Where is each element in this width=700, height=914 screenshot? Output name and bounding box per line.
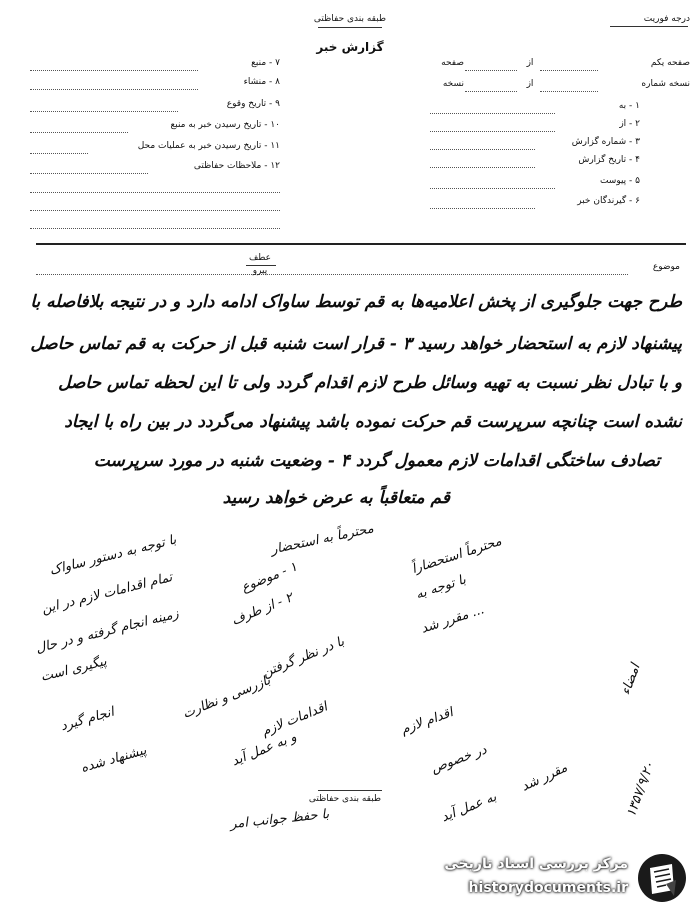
classification-bottom: طبقه بندی حفاظتی bbox=[308, 794, 382, 804]
left-item-12: ۱۲ - ملاحظات حفاظتی bbox=[193, 161, 280, 171]
note-middle-4: بازرسی و نظارت bbox=[180, 673, 273, 722]
body-line-5: تصادف ساختگی اقدامات لازم معمول گردد ۴ - وضعیت شنبه در مورد سرپرست bbox=[93, 451, 660, 471]
note-lower-5: مقرر شد bbox=[519, 760, 570, 795]
note-lower-4: در خصوص bbox=[429, 742, 489, 777]
note-lower-2: پیشنهاد شده bbox=[79, 742, 149, 777]
subject-label: موضوع bbox=[652, 262, 680, 272]
right-item-5-dots bbox=[430, 188, 555, 189]
body-line-3: و با تبادل نظر نسبت به تهیه وسائل طرح لازم اقدام گردد ولی تا این لحظه تماس حاصل bbox=[58, 373, 682, 393]
left-extra-dots-2 bbox=[30, 210, 280, 211]
left-item-7-dots bbox=[30, 70, 198, 71]
note-middle-6: و به عمل آید bbox=[229, 729, 299, 770]
left-item-9-dots bbox=[30, 111, 178, 112]
watermark-name: مرکز بررسی اسناد تاریخی bbox=[444, 856, 628, 872]
copy-row-dots-2 bbox=[465, 91, 517, 92]
subject-dots bbox=[36, 274, 628, 275]
form-title: گزارش خبر bbox=[316, 40, 384, 54]
note-middle-3: با در نظر گرفتن bbox=[260, 634, 347, 681]
page-row-unit: صفحه bbox=[441, 58, 464, 68]
body-line-4: نشده است چنانچه سرپرست قم حرکت نموده باشد پیشنهاد می‌گردد در بین راه با ایجاد bbox=[64, 412, 682, 432]
copy-row-dots bbox=[540, 91, 598, 92]
note-center-top: محترماً به استحضار bbox=[269, 521, 375, 558]
page-row-from: از bbox=[526, 58, 534, 68]
copy-row-unit: نسخه bbox=[442, 79, 464, 89]
page-row-label: صفحه یکم bbox=[650, 58, 690, 68]
note-middle-5: اقدامات لازم bbox=[259, 699, 330, 740]
section-rule bbox=[36, 243, 686, 245]
note-left-4: پیگیری است bbox=[39, 654, 109, 685]
left-extra-dots-3 bbox=[30, 228, 280, 229]
note-left-1: با توجه به دستور ساواک bbox=[48, 532, 178, 579]
left-extra-dots-1 bbox=[30, 192, 280, 193]
right-item-5: ۵ - پیوست bbox=[599, 176, 640, 186]
right-item-6-dots bbox=[430, 208, 535, 209]
left-item-11-dots bbox=[30, 153, 88, 154]
right-item-2: ۲ - از bbox=[619, 119, 640, 129]
signature-right-1: امضاء bbox=[618, 661, 644, 698]
document-archive-icon bbox=[636, 852, 688, 904]
copy-row-label: نسخه شماره bbox=[641, 79, 690, 89]
watermark-url: historydocuments.ir bbox=[468, 880, 628, 896]
note-lower-6: به عمل آید bbox=[439, 789, 499, 826]
priority-label: درجه فوریت bbox=[643, 14, 690, 24]
right-item-4: ۴ - تاریخ گزارش bbox=[578, 155, 640, 165]
classification-underline bbox=[318, 27, 382, 28]
watermark-logo bbox=[398, 850, 688, 908]
note-right-top-1: محترماً استحضاراً bbox=[409, 533, 504, 578]
reference-top: عطف bbox=[248, 253, 272, 263]
note-middle-2: ۲ - از طرف bbox=[229, 590, 296, 629]
classification-top: طبقه بندی حفاظتی bbox=[313, 14, 387, 24]
right-item-3-dots bbox=[430, 149, 535, 150]
note-left-2: تمام اقدامات لازم در این bbox=[40, 570, 174, 617]
right-item-1: ۱ - به bbox=[618, 101, 640, 111]
note-bottom-1: با حفظ جوانب امر bbox=[229, 806, 330, 833]
left-item-10: ۱۰ - تاریخ رسیدن خبر به منبع bbox=[170, 120, 280, 130]
left-item-7: ۷ - منبع bbox=[251, 58, 280, 68]
left-item-8: ۸ - منشاء bbox=[243, 77, 280, 87]
note-lower-3: اقدام لازم bbox=[399, 705, 456, 738]
note-right-top-2: با توجه به bbox=[413, 572, 468, 603]
body-line-1: طرح جهت جلوگیری از پخش اعلامیه‌ها به قم توسط ساواک ادامه دارد و در نتیجه بلافاصله با bbox=[30, 292, 682, 312]
right-item-1-dots bbox=[430, 113, 555, 114]
note-middle-1: ۱ - موضوع bbox=[239, 559, 300, 596]
left-item-8-dots bbox=[30, 89, 198, 90]
left-item-10-dots bbox=[30, 132, 128, 133]
right-item-2-dots bbox=[430, 131, 555, 132]
body-line-6: قم متعاقباً به عرض خواهد رسید bbox=[222, 488, 450, 508]
signature-right-2: ۱۳۵۷/۹/۲۰ bbox=[623, 759, 658, 820]
classification-bottom-overline bbox=[318, 790, 382, 791]
right-item-6: ۶ - گیرندگان خبر bbox=[577, 196, 640, 206]
right-item-4-dots bbox=[430, 167, 535, 168]
note-right-top-3: ... مقرر شد bbox=[419, 602, 487, 637]
right-item-3: ۳ - شماره گزارش bbox=[571, 137, 640, 147]
left-item-11: ۱۱ - تاریخ رسیدن خبر به عملیات محل bbox=[137, 141, 280, 151]
copy-row-from: از bbox=[526, 79, 534, 89]
priority-underline bbox=[610, 26, 688, 27]
page-row-dots bbox=[540, 70, 598, 71]
reference-bottom: پیرو bbox=[252, 266, 268, 276]
body-line-2: پیشنهاد لازم به استحضار خواهد رسید ۳ - قرار است شنبه قبل از حرکت به قم تماس حاصل bbox=[30, 334, 682, 354]
note-left-3: زمینه انجام گرفته و در حال bbox=[34, 606, 181, 657]
left-item-12-dots bbox=[30, 173, 148, 174]
note-lower-1: انجام گیرد bbox=[58, 704, 116, 735]
page-row-dots-2 bbox=[465, 70, 517, 71]
left-item-9: ۹ - تاریخ وقوع bbox=[226, 99, 280, 109]
